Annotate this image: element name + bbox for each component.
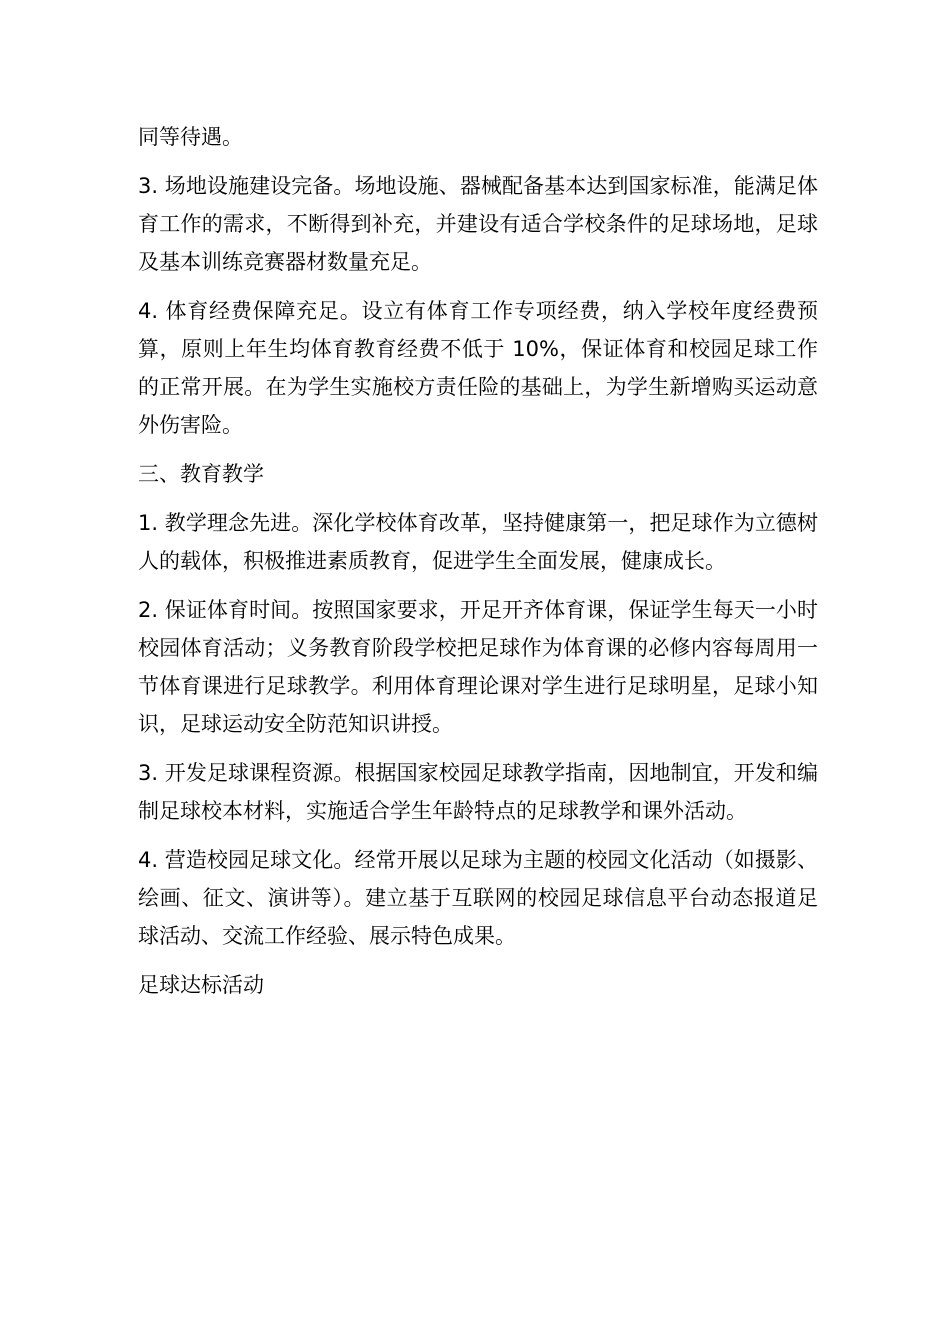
section-heading-teaching: 三、教育教学	[138, 462, 264, 486]
paragraph-continuation: 同等待遇。	[138, 125, 243, 149]
section-heading-football-activities: 足球达标活动	[138, 973, 264, 997]
document-page	[138, 118, 818, 1015]
paragraph-item-4-funding: 4. 体育经费保障充足。设立有体育工作专项经费，纳入学校年度经费预算，原则上年生均体育教育经费不低于 10%，保证体育和校园足球工作的正常开展。在为学生实施校方责任险的基础上，为学生新增购买运动意外伤害险。	[138, 299, 818, 437]
paragraph-item-4-culture: 4. 营造校园足球文化。经常开展以足球为主题的校园文化活动（如摄影、绘画、征文、演讲等）。建立基于互联网的校园足球信息平台动态报道足球活动、交流工作经验、展示特色成果。	[138, 848, 818, 948]
paragraph-item-3-facilities: 3. 场地设施建设完备。场地设施、器械配备基本达到国家标准，能满足体育工作的需求，不断得到补充，并建设有适合学校条件的足球场地，足球及基本训练竞赛器材数量充足。	[138, 174, 818, 274]
paragraph-item-3-curriculum: 3. 开发足球课程资源。根据国家校园足球教学指南，因地制宜，开发和编制足球校本材料，实施适合学生年龄特点的足球教学和课外活动。	[138, 761, 818, 823]
paragraph-item-1-philosophy: 1. 教学理念先进。深化学校体育改革，坚持健康第一，把足球作为立德树人的载体，积极推进素质教育，促进学生全面发展，健康成长。	[138, 511, 818, 573]
paragraph-item-2-pe-time: 2. 保证体育时间。按照国家要求，开足开齐体育课，保证学生每天一小时校园体育活动；义务教育阶段学校把足球作为体育课的必修内容每周用一节体育课进行足球教学。利用体育理论课对学生进行足球明星，足球小知识，足球运动安全防范知识讲授。	[138, 598, 818, 736]
